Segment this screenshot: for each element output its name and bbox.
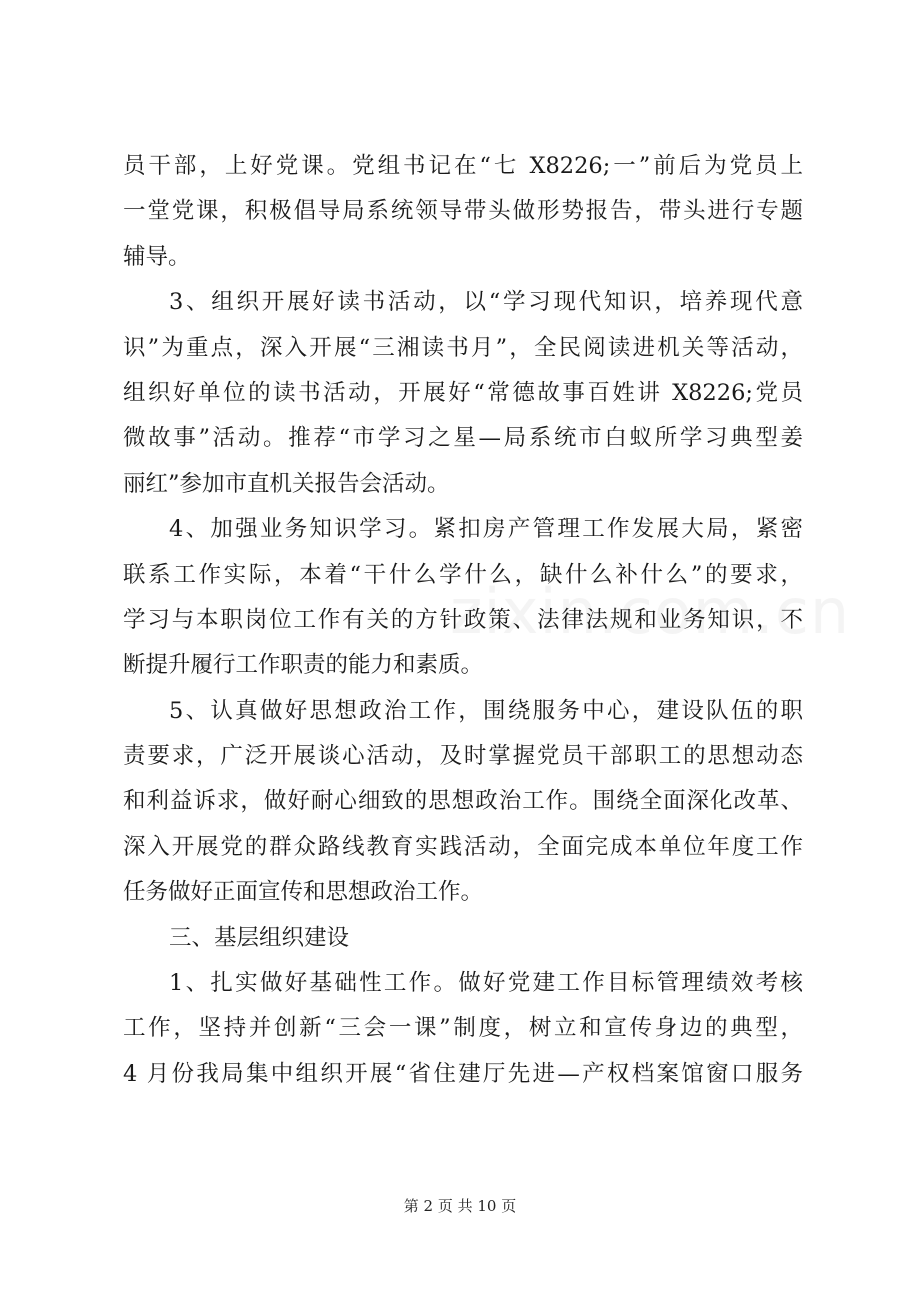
text-line: 1、扎实做好基础性工作。做好党建工作目标管理绩效考核 [169,970,803,997]
section-heading: 三、基层组织建设 [169,924,350,951]
document-body [123,144,803,1097]
text-line: 学习与本职岗位工作有关的方针政策、法律法规和业务知识，不 [123,606,803,633]
text-line: 一堂党课，积极倡导局系统领导带头做形势报告，带头进行专题 [123,198,803,225]
text-line: 联系工作实际，本着“干什么学什么，缺什么补什么”的要求， [123,561,803,588]
page-footer: 第 2 页 共 10 页 [403,1197,517,1215]
text-line: 断提升履行工作职责的能力和素质。 [123,652,484,679]
text-line: 辅导。 [123,243,191,270]
text-line: 深入开展党的群众路线教育实践活动，全面完成本单位年度工作 [123,833,803,860]
text-line: 识”为重点，深入开展“三湘读书月”，全民阅读进机关等活动， [123,334,803,361]
text-line: 责要求，广泛开展谈心活动，及时掌握党员干部职工的思想动态 [123,743,803,770]
text-line: 微故事”活动。推荐“市学习之星—局系统市白蚁所学习典型姜 [123,425,803,452]
text-line: 任务做好正面宣传和思想政治工作。 [123,879,484,906]
text-line: 组织好单位的读书活动，开展好“常德故事百姓讲 X8226;党员 [123,379,803,406]
text-line: 5、认真做好思想政治工作，围绕服务中心，建设队伍的职 [169,697,803,724]
text-line: 和利益诉求，做好耐心细致的思想政治工作。围绕全面深化改革、 [123,788,803,815]
text-line: 3、组织开展好读书活动，以“学习现代知识，培养现代意 [169,289,803,316]
text-line: 工作，坚持并创新“三会一课”制度，树立和宣传身边的典型， [123,1015,803,1042]
text-line: 4 月份我局集中组织开展“省住建厅先进—产权档案馆窗口服务 [123,1060,803,1087]
text-line: 4、加强业务知识学习。紧扣房产管理工作发展大局，紧密 [169,516,803,543]
text-line: 丽红”参加市直机关报告会活动。 [123,470,450,497]
text-line: 员干部，上好党课。党组书记在“七 X8226;一”前后为党员上 [123,153,803,179]
